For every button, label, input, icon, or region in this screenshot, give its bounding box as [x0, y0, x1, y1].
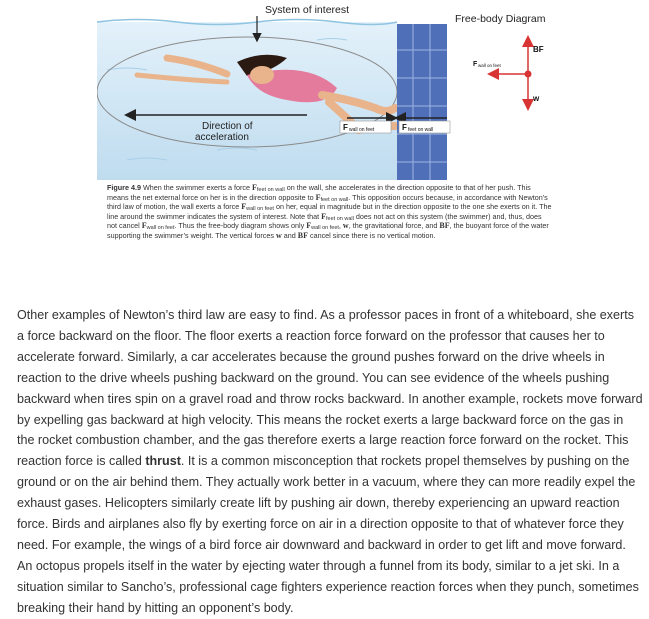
- fbd-point: [525, 71, 532, 78]
- symbol: w: [275, 230, 282, 240]
- figure-illustration: [97, 0, 563, 183]
- symbol: BF: [439, 221, 450, 231]
- direction-label-line1: Direction of: [202, 121, 253, 132]
- body-paragraph: Other examples of Newton’s third law are easy to find. As a professor paces in front of a whiteboard, she exerts a force backward on the floor. The floor exerts a reaction force forward on the professor that causes her to accelerate forward. Similarly, a car accelerates because the ground pushes forward on the drive wheels in reaction to the drive wheels pushing backward on the ground. You can see evidence of the wheels pushing backward when tires spin on a gravel road and throw rocks backward. In another example, rockets move forward by expelling gas backward at high velocity. This means the rocket exerts a large backward force on the gas in the rocket combustion chamber, and the gas therefore exerts a large reaction force forward on the rocket. This reaction force is called thrust. It is a common misconception that rockets propel themselves by pushing on the ground or on the air behind them. They actually work better in a vacuum, where they can more readily expel the exhaust gases. Helicopters similarly create lift by pushing air down, thereby experiencing an upward reaction force. Birds and airplanes also fly by exerting force on air in a direction opposite to that of whatever force they need. For example, the wings of a bird force air downward and backward in order to get lift and move forward. An octopus propels itself in the water by ejecting water through a funnel from its body, similar to a jet ski. In a situation similar to Sancho’s, professional cage fighters experience reaction forces when they punch, sometimes breaking their hand by hitting an opponent’s body.: [17, 308, 643, 615]
- force-feet-on-wall-sub: feet on wall: [408, 127, 434, 133]
- symbol: F: [315, 192, 321, 202]
- force-wall-on-feet-sub: wall on feet: [349, 127, 375, 133]
- free-body-diagram: [473, 38, 544, 108]
- term-thrust: thrust: [145, 454, 181, 469]
- force-wall-on-feet-label: F: [343, 123, 348, 132]
- swimmer-figure: [97, 0, 563, 183]
- force-feet-on-wall-label: F: [402, 123, 407, 132]
- symbol: F: [141, 221, 147, 231]
- fbd-wall-on-feet-sub: wall on feet: [478, 63, 501, 68]
- symbol: F: [241, 202, 247, 212]
- symbol: F: [306, 221, 312, 231]
- fbd-wall-on-feet-label: F: [473, 61, 478, 68]
- symbol: BF: [297, 230, 308, 240]
- pool-wall: [397, 24, 447, 180]
- fbd-w-label: w: [533, 94, 540, 103]
- fbd-title: Free-body Diagram: [455, 13, 546, 25]
- symbol: w: [342, 221, 349, 231]
- figure-caption: Figure 4.9 When the swimmer exerts a force $F_{feet on wall}$ on the wall, she accelerates in the direction opposite to that of her push. This means the net external force on her is in the direction opposite to $F_{feet on wall}$. This opposition occurs because, in accordance with Newton’s third law of motion, the wall exerts a force $F_{wall on feet}$ on her, equal in magnitude but in the direction opposite to the one she exerts on it. The line around the swimmer indicates the system of interest. Note that $F_{feet on wall}$ does not act on this system (the swimmer) and, thus, does not cancel $F_{wall on feet}$. Thus the free-body diagram shows only $F_{wall on feet}$, w, the gravitational force, and BF, the buoyant force of the water supporting the swimmer’s weight. The vertical forces w and BF cancel since there is no vertical motion.: [107, 183, 552, 240]
- system-label: System of interest: [265, 4, 350, 16]
- symbol: F: [252, 183, 257, 192]
- symbol: F: [321, 211, 327, 221]
- figure-number: Figure 4.9: [107, 183, 141, 192]
- fbd-bf-label: BF: [533, 45, 544, 54]
- direction-label-line2: acceleration: [195, 132, 249, 143]
